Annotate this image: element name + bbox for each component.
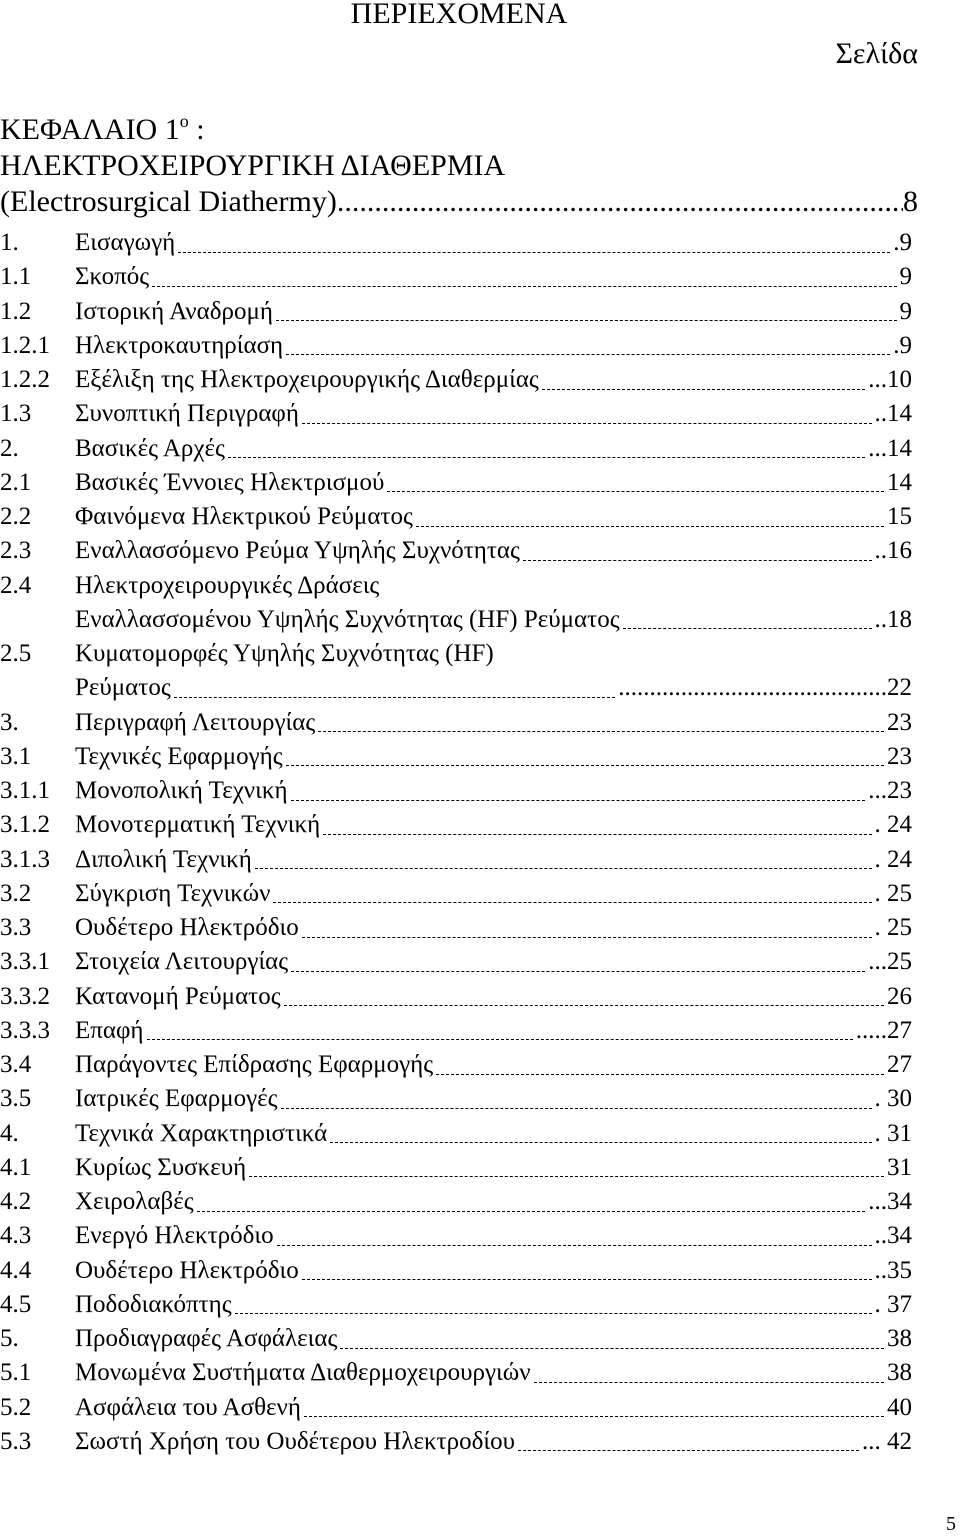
toc-entry-label: Εισαγωγή bbox=[75, 229, 176, 256]
toc-leader bbox=[302, 421, 872, 424]
page-column-heading: Σελίδα bbox=[835, 37, 918, 70]
toc-leader bbox=[273, 900, 871, 903]
toc-entry-number: 4.3 bbox=[0, 1222, 32, 1250]
toc-entry bbox=[0, 1117, 912, 1151]
toc-list bbox=[0, 226, 912, 1459]
toc-leader bbox=[302, 935, 872, 938]
toc-entry-label: Ουδέτερο Ηλεκτρόδιο bbox=[75, 914, 299, 941]
toc-entry-page: 27 bbox=[887, 1051, 912, 1078]
toc-entry-number: 1.2 bbox=[0, 297, 32, 325]
toc-entry bbox=[0, 945, 912, 979]
toc-entry-page: ...25 bbox=[868, 948, 912, 976]
toc-entry bbox=[0, 226, 912, 260]
toc-entry bbox=[0, 1082, 912, 1116]
toc-entry bbox=[0, 1425, 912, 1459]
toc-entry-page: ..14 bbox=[874, 400, 912, 428]
toc-entry-number: 3.1.3 bbox=[0, 845, 50, 873]
toc-entry-label: Τεχνικές Εφαρμογής bbox=[75, 742, 283, 770]
toc-entry bbox=[0, 1391, 912, 1425]
toc-entry-label: Τεχνικά Χαρακτηριστικά bbox=[75, 1119, 328, 1147]
toc-leader bbox=[276, 318, 897, 321]
toc-entry-page: . 25 bbox=[874, 879, 912, 907]
toc-entry-page: ..16 bbox=[874, 537, 912, 565]
toc-entry-number: 2. bbox=[0, 434, 19, 462]
toc-entry-number: 3.1 bbox=[0, 742, 32, 770]
toc-entry-label: Κυματομορφές Υψηλής Συχνότητας (HF) bbox=[75, 640, 494, 667]
chapter-subtitle: (Electrosurgical Diathermy) bbox=[0, 185, 337, 218]
toc-entry bbox=[0, 603, 912, 637]
toc-entry-page: .9 bbox=[893, 331, 912, 359]
toc-entry-number: 3. bbox=[0, 708, 19, 736]
toc-entry-number: 3.2 bbox=[0, 879, 32, 907]
toc-entry-page: 23 bbox=[887, 708, 912, 736]
toc-entry-page: 9 bbox=[899, 297, 912, 325]
toc-entry-label: Ρεύματος bbox=[75, 674, 171, 702]
toc-entry bbox=[0, 397, 912, 431]
toc-entry bbox=[0, 637, 912, 671]
toc-entry-label: Συνοπτική Περιγραφή bbox=[75, 400, 299, 428]
toc-entry-number: 3.3.1 bbox=[0, 948, 50, 976]
toc-leader bbox=[291, 798, 866, 801]
toc-entry-page: ...34 bbox=[868, 1188, 912, 1215]
toc-leader bbox=[518, 1448, 859, 1451]
chapter-subtitle-row bbox=[0, 184, 918, 220]
toc-entry-page: 38 bbox=[887, 1325, 912, 1352]
toc-entry-number: 3.1.2 bbox=[0, 811, 50, 839]
toc-entry bbox=[0, 706, 912, 740]
toc-entry-label: Ηλεκτροκαυτηρίαση bbox=[75, 331, 284, 359]
toc-entry-label: Μονοτερματική Τεχνική bbox=[75, 811, 321, 839]
toc-leader bbox=[152, 284, 896, 287]
chapter-number-text: ΚΕΦΑΛΑΙΟ 1 bbox=[0, 113, 180, 146]
toc-entry-page: ... 42 bbox=[862, 1427, 912, 1455]
toc-entry-page: 14 bbox=[887, 468, 912, 496]
toc-entry-label: Ασφάλεια του Ασθενή bbox=[75, 1393, 301, 1421]
toc-entry bbox=[0, 466, 912, 500]
toc-entry-label: Κατανομή Ρεύματος bbox=[75, 982, 281, 1010]
chapter-ordinal: ο bbox=[179, 111, 189, 131]
toc-entry-page: . 37 bbox=[874, 1290, 912, 1318]
toc-leader bbox=[542, 387, 865, 390]
toc-entry-label: Φαινόμενα Ηλεκτρικού Ρεύματος bbox=[75, 503, 413, 530]
toc-entry-label: Ηλεκτροχειρουργικές Δράσεις bbox=[75, 571, 380, 599]
toc-entry-number: 3.3 bbox=[0, 914, 32, 941]
toc-entry-label: Επαφή bbox=[75, 1016, 144, 1044]
toc-leader bbox=[284, 1003, 884, 1006]
toc-leader bbox=[235, 1311, 872, 1314]
toc-entry-page: . 24 bbox=[874, 811, 912, 839]
toc-entry-page: 9 bbox=[899, 263, 912, 291]
toc-entry-page: 31 bbox=[887, 1153, 912, 1181]
chapter-title: ΗΛΕΚΤΡΟΧΕΙΡΟΥΡΓΙΚΗ ΔΙΑΘΕΡΜΙΑ bbox=[0, 149, 506, 182]
toc-entry-number: 5.1 bbox=[0, 1359, 32, 1387]
toc-entry-number: 2.5 bbox=[0, 640, 32, 667]
toc-entry-page: 23 bbox=[887, 742, 912, 770]
chapter-heading bbox=[0, 112, 918, 220]
toc-entry-page: . 25 bbox=[874, 914, 912, 941]
toc-entry bbox=[0, 774, 912, 808]
toc-leader bbox=[302, 1277, 872, 1280]
toc-entry-label: Βασικές Έννοιες Ηλεκτρισμού bbox=[75, 468, 385, 496]
toc-entry-label: Περιγραφή Λειτουργίας bbox=[75, 708, 316, 736]
toc-entry-label: Βασικές Αρχές bbox=[75, 434, 225, 462]
toc-entry-label: Μονοπολική Τεχνική bbox=[75, 777, 288, 804]
toc-entry-label: Προδιαγραφές Ασφάλειας bbox=[75, 1325, 338, 1352]
toc-entry-label: Ενεργό Ηλεκτρόδιο bbox=[75, 1222, 274, 1250]
chapter-number bbox=[0, 112, 918, 148]
toc-leader bbox=[534, 1380, 884, 1383]
toc-leader bbox=[249, 1174, 884, 1177]
toc-leader bbox=[291, 969, 865, 972]
toc-leader bbox=[330, 1140, 871, 1143]
toc-leader bbox=[340, 1346, 884, 1349]
toc-entry-number: 2.3 bbox=[0, 537, 32, 565]
toc-entry-number: 1.1 bbox=[0, 263, 32, 291]
toc-entry bbox=[0, 295, 912, 329]
toc-entry-page: ..34 bbox=[874, 1222, 912, 1250]
toc-entry-label: Μονωμένα Συστήματα Διαθερμοχειρουργιών bbox=[75, 1359, 531, 1387]
toc-entry bbox=[0, 877, 912, 911]
toc-leader bbox=[281, 1106, 872, 1109]
toc-entry bbox=[0, 260, 912, 294]
toc-entry-number: 4.5 bbox=[0, 1290, 32, 1318]
toc-entry-number: 5.2 bbox=[0, 1393, 32, 1421]
toc-entry-label: Σωστή Χρήση του Ουδέτερου Ηλεκτροδίου bbox=[75, 1427, 515, 1455]
toc-entry-label: Εναλλασσομένου Υψηλής Συχνότητας (HF) Ρεύματος bbox=[75, 605, 620, 633]
toc-leader bbox=[286, 352, 890, 355]
toc-entry bbox=[0, 363, 912, 397]
toc-entry-page: . 24 bbox=[874, 845, 912, 873]
toc-entry-label: Ιατρικές Εφαρμογές bbox=[75, 1085, 278, 1113]
toc-entry bbox=[0, 432, 912, 466]
toc-entry-page: 40 bbox=[887, 1393, 912, 1421]
toc-entry-page: ...14 bbox=[868, 434, 912, 462]
toc-entry bbox=[0, 1288, 912, 1322]
toc-leader bbox=[286, 763, 884, 766]
toc-entry bbox=[0, 911, 912, 945]
toc-entry-page: .9 bbox=[893, 229, 912, 256]
toc-entry-page: 15 bbox=[887, 503, 912, 530]
toc-leader bbox=[197, 1209, 866, 1212]
toc-entry-page: 26 bbox=[887, 982, 912, 1010]
page-title: ΠΕΡΙΕΧΟΜΕΝΑ bbox=[350, 0, 568, 30]
toc-entry bbox=[0, 534, 912, 568]
toc-entry-label: Ουδέτερο Ηλεκτρόδιο bbox=[75, 1256, 299, 1284]
toc-entry bbox=[0, 569, 912, 603]
toc-entry-label: Παράγοντες Επίδρασης Εφαρμογής bbox=[75, 1051, 434, 1078]
toc-entry bbox=[0, 980, 912, 1014]
toc-leader bbox=[323, 832, 871, 835]
toc-entry-label: Εξέλιξη της Ηλεκτροχειρουργικής Διαθερμίας bbox=[75, 366, 539, 393]
toc-entry-label: Σκοπός bbox=[75, 263, 150, 291]
toc-leader bbox=[436, 1072, 884, 1075]
toc-entry-number: 1. bbox=[0, 229, 19, 256]
toc-entry-page: 38 bbox=[887, 1359, 912, 1387]
toc-entry-page: .....27 bbox=[855, 1016, 912, 1044]
toc-entry bbox=[0, 1254, 912, 1288]
toc-entry bbox=[0, 1048, 912, 1082]
toc-entry-number: 3.4 bbox=[0, 1051, 32, 1078]
toc-leader bbox=[523, 558, 872, 561]
toc-entry bbox=[0, 1219, 912, 1253]
toc-entry-number: 3.3.3 bbox=[0, 1016, 50, 1044]
toc-entry-label: Κυρίως Συσκευή bbox=[75, 1153, 247, 1181]
chapter-page: 8 bbox=[903, 185, 918, 218]
toc-entry-number: 2.2 bbox=[0, 503, 32, 530]
toc-entry-page: ..18 bbox=[874, 605, 912, 633]
toc-entry-label: Διπολική Τεχνική bbox=[75, 845, 252, 873]
toc-entry-number: 1.2.1 bbox=[0, 331, 50, 359]
toc-entry-page: ..35 bbox=[874, 1256, 912, 1284]
toc-entry bbox=[0, 1014, 912, 1048]
toc-leader bbox=[277, 1243, 872, 1246]
toc-entry-label: Χειρολαβές bbox=[75, 1188, 194, 1215]
toc-entry-number: 5. bbox=[0, 1325, 19, 1352]
toc-entry bbox=[0, 1322, 912, 1356]
toc-entry bbox=[0, 740, 912, 774]
toc-entry-number: 3.3.2 bbox=[0, 982, 50, 1010]
toc-entry-page: ...........................................22 bbox=[618, 674, 912, 702]
toc-leader bbox=[387, 489, 884, 492]
toc-entry-number: 4.2 bbox=[0, 1188, 32, 1215]
toc-leader bbox=[178, 250, 890, 253]
toc-entry-number: 1.3 bbox=[0, 400, 32, 428]
toc-entry-label: Στοιχεία Λειτουργίας bbox=[75, 948, 289, 976]
toc-entry-page: . 31 bbox=[874, 1119, 912, 1147]
toc-entry bbox=[0, 500, 912, 534]
toc-entry bbox=[0, 1185, 912, 1219]
toc-leader bbox=[416, 524, 884, 527]
toc-entry-number: 5.3 bbox=[0, 1427, 32, 1455]
toc-entry-page: ...10 bbox=[868, 366, 912, 393]
toc-entry-label: Εναλλασσόμενο Ρεύμα Υψηλής Συχνότητας bbox=[75, 537, 520, 565]
toc-entry-number: 2.1 bbox=[0, 468, 32, 496]
toc-leader bbox=[623, 626, 872, 629]
toc-entry-number: 3.5 bbox=[0, 1085, 32, 1113]
toc-entry-number: 4.1 bbox=[0, 1153, 32, 1181]
toc-entry bbox=[0, 329, 912, 363]
toc-entry-page: ...23 bbox=[868, 777, 912, 804]
toc-leader bbox=[255, 866, 872, 869]
toc-entry bbox=[0, 808, 912, 842]
toc-entry bbox=[0, 1151, 912, 1185]
toc-leader bbox=[304, 1414, 884, 1417]
toc-entry-number: 4. bbox=[0, 1119, 19, 1147]
toc-leader bbox=[318, 729, 884, 732]
toc-entry-label: Ιστορική Αναδρομή bbox=[75, 297, 273, 325]
toc-entry bbox=[0, 843, 912, 877]
toc-entry-label: Ποδοδιακόπτης bbox=[75, 1290, 232, 1318]
toc-entry-page: . 30 bbox=[874, 1085, 912, 1113]
toc-entry-label: Σύγκριση Τεχνικών bbox=[75, 879, 271, 907]
toc-entry-number: 3.1.1 bbox=[0, 777, 50, 804]
chapter-colon: : bbox=[188, 113, 205, 146]
toc-entry bbox=[0, 671, 912, 705]
toc-leader bbox=[174, 695, 616, 698]
toc-leader bbox=[228, 455, 865, 458]
page-number: 5 bbox=[946, 1513, 956, 1535]
toc-entry-number: 2.4 bbox=[0, 571, 32, 599]
toc-leader bbox=[147, 1037, 853, 1040]
toc-entry-number: 1.2.2 bbox=[0, 366, 50, 393]
toc-entry-number: 4.4 bbox=[0, 1256, 32, 1284]
toc-entry bbox=[0, 1356, 912, 1390]
dot-leader bbox=[337, 184, 903, 220]
